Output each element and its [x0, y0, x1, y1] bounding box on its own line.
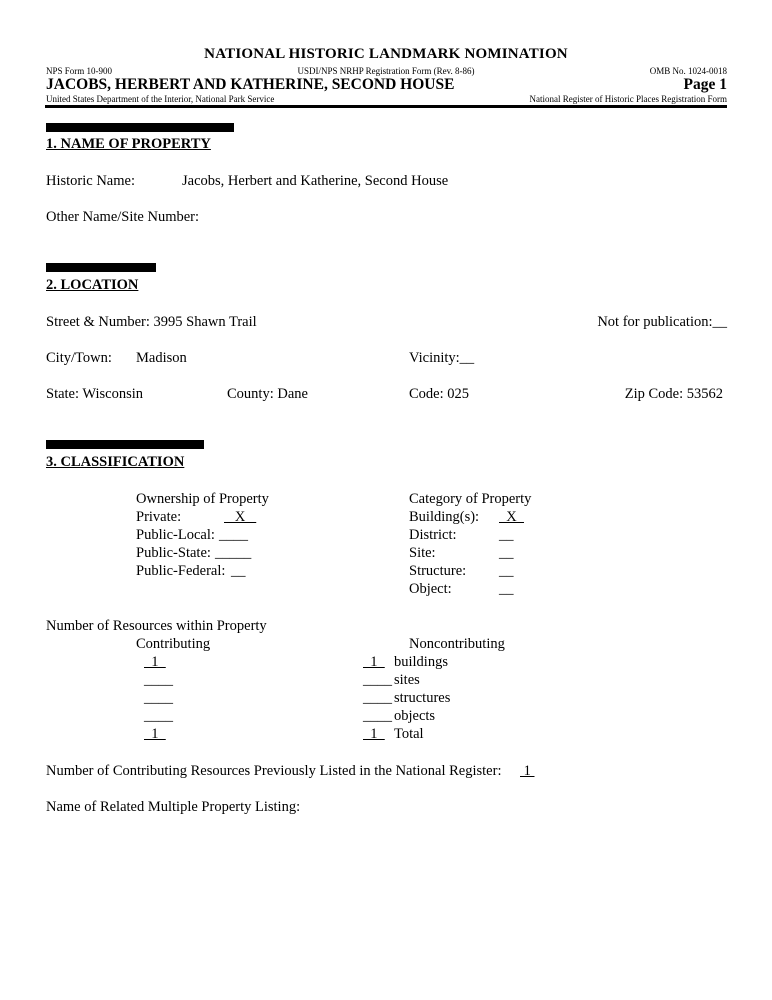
- property-name-header: JACOBS, HERBERT AND KATHERINE, SECOND HOUSE: [46, 76, 455, 93]
- form-title: NATIONAL HISTORIC LANDMARK NOMINATION: [204, 46, 568, 62]
- header-rule: [45, 105, 727, 108]
- ownership-state-mark: _____: [215, 545, 252, 561]
- state: State: Wisconsin: [46, 386, 144, 402]
- type-objects: objects: [394, 708, 436, 724]
- section-bar-3: [46, 440, 204, 449]
- contrib-total: 1: [144, 726, 166, 742]
- category-object-mark: __: [499, 581, 514, 597]
- section-heading-location: 2. LOCATION: [46, 277, 139, 293]
- category-site-label: Site:: [409, 545, 436, 561]
- historic-name-label: Historic Name:: [46, 173, 135, 189]
- noncontrib-structures: ____: [363, 690, 392, 706]
- section-bar-1: [46, 123, 234, 132]
- category-district-mark: __: [499, 527, 514, 543]
- previously-listed-label: Number of Contributing Resources Previously Listed in the National Register:: [46, 763, 502, 779]
- county: County: Dane: [227, 386, 308, 402]
- zip-code: Zip Code: 53562: [624, 386, 723, 402]
- code: Code: 025: [409, 386, 470, 402]
- contrib-sites: ____: [144, 672, 173, 688]
- section-bar-2: [46, 263, 156, 272]
- page-number: Page 1: [683, 76, 727, 93]
- previously-listed-value: 1: [520, 763, 535, 779]
- category-building-mark: X: [499, 509, 524, 525]
- ownership-title: Ownership of Property: [136, 491, 269, 507]
- department-line: United States Department of the Interior, National Park Service: [46, 94, 275, 104]
- category-structure-label: Structure:: [409, 563, 467, 579]
- category-building-label: Building(s):: [409, 509, 480, 525]
- historic-name-value: Jacobs, Herbert and Katherine, Second House: [182, 173, 449, 189]
- ownership-federal-mark: __: [231, 563, 246, 579]
- section-heading-classification: 3. CLASSIFICATION: [46, 454, 185, 470]
- ownership-state-label: Public-State:: [136, 545, 211, 561]
- category-district-label: District:: [409, 527, 457, 543]
- form-number: NPS Form 10-900: [46, 66, 113, 76]
- contrib-objects: ____: [144, 708, 173, 724]
- type-sites: sites: [394, 672, 420, 688]
- resources-title: Number of Resources within Property: [46, 618, 267, 634]
- noncontributing-title: Noncontributing: [409, 636, 505, 652]
- category-structure-mark: __: [499, 563, 514, 579]
- ownership-federal-label: Public-Federal:: [136, 563, 226, 579]
- contrib-structures: ____: [144, 690, 173, 706]
- noncontrib-buildings: 1: [363, 654, 385, 670]
- omb-number: OMB No. 1024-0018: [649, 66, 727, 76]
- ownership-private-mark: X: [224, 509, 257, 525]
- type-total: Total: [394, 726, 424, 742]
- type-structures: structures: [394, 690, 451, 706]
- type-buildings: buildings: [394, 654, 448, 670]
- contributing-title: Contributing: [136, 636, 211, 652]
- vicinity: Vicinity:__: [409, 350, 475, 366]
- ownership-local-mark: ____: [219, 527, 248, 543]
- contrib-buildings: 1: [144, 654, 166, 670]
- not-for-publication: Not for publication:__: [597, 314, 727, 330]
- section-heading-name: 1. NAME OF PROPERTY: [46, 136, 211, 152]
- city-label: City/Town:: [46, 350, 112, 366]
- noncontrib-objects: ____: [363, 708, 392, 724]
- city-value: Madison: [136, 350, 187, 366]
- form-revision: USDI/NPS NRHP Registration Form (Rev. 8-86): [297, 66, 475, 76]
- ownership-private-label: Private:: [136, 509, 182, 525]
- multiple-property-listing: Name of Related Multiple Property Listing:: [46, 799, 301, 815]
- street-number: Street & Number: 3995 Shawn Trail: [46, 314, 257, 330]
- register-form-line: National Register of Historic Places Registration Form: [529, 94, 727, 104]
- category-site-mark: __: [499, 545, 514, 561]
- category-object-label: Object:: [409, 581, 452, 597]
- ownership-local-label: Public-Local:: [136, 527, 215, 543]
- other-name-label: Other Name/Site Number:: [46, 209, 200, 225]
- noncontrib-total: 1: [363, 726, 385, 742]
- category-title: Category of Property: [409, 491, 532, 507]
- noncontrib-sites: ____: [363, 672, 392, 688]
